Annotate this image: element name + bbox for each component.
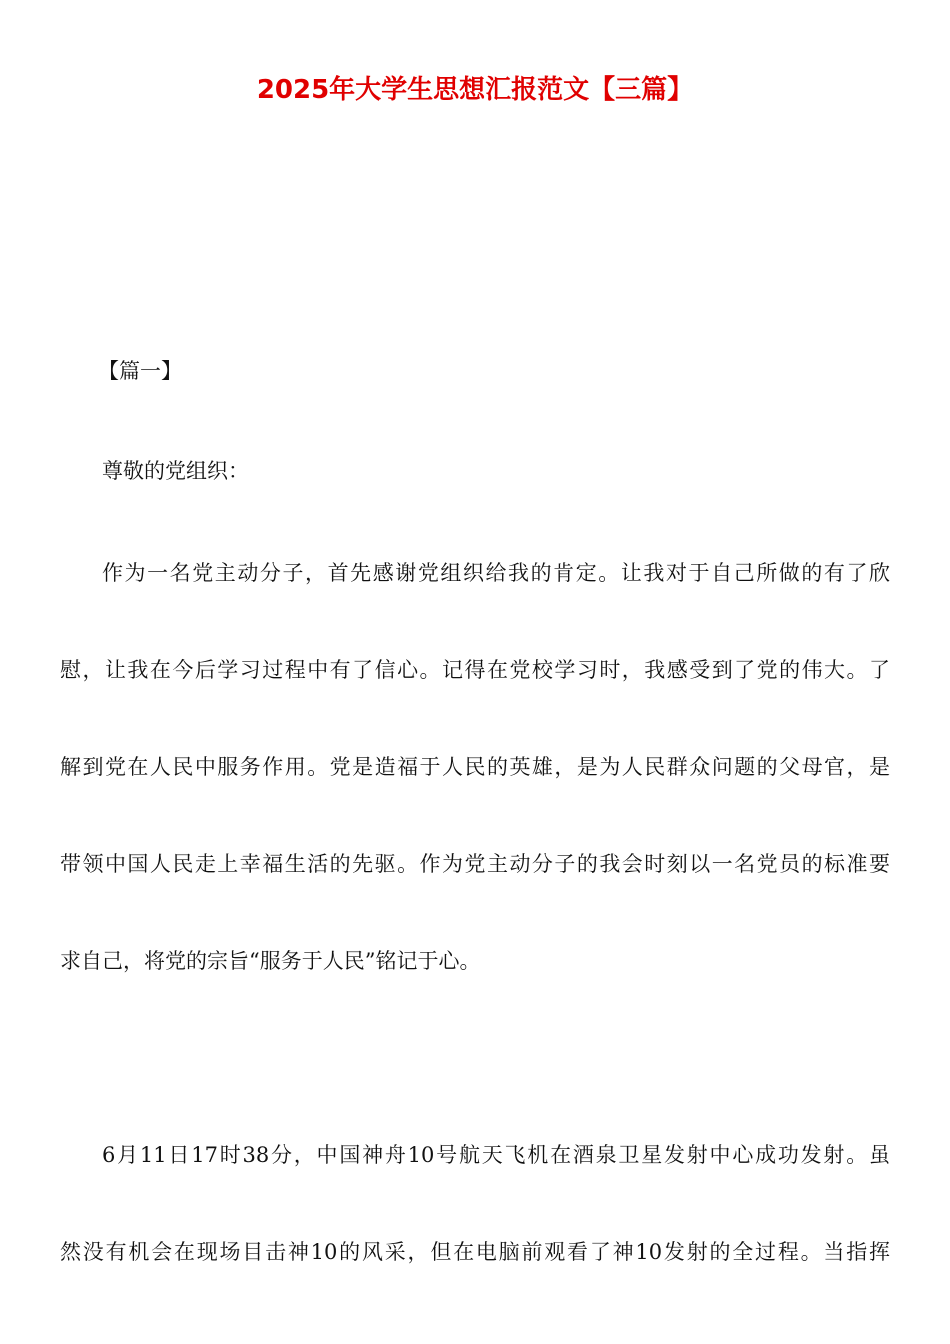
salutation: 尊敬的党组织： [102,459,249,483]
paragraph-line: 6月11日17时38分，中国神舟10号航天飞机在酒泉卫星发射中心成功发射。虽 [102,1143,890,1167]
paragraph-2 [60,1107,890,1301]
document-title: 2025年大学生思想汇报范文【三篇】 [256,75,694,105]
paragraph-line: 然没有机会在现场目击神10的风采，但在电脑前观看了神10发射的全过程。当指挥 [60,1240,890,1264]
section-heading: 【篇一】 [98,359,182,383]
paragraph-1 [60,525,890,1010]
paragraph-line: 解到党在人民中服务作用。党是造福于人民的英雄，是为人民群众问题的父母官，是 [60,755,890,779]
paragraph-line: 求自己，将党的宗旨“服务于人民”铭记于心。 [60,949,481,973]
paragraph-line: 慰，让我在今后学习过程中有了信心。记得在党校学习时，我感受到了党的伟大。了 [60,658,890,682]
paragraph-line: 作为一名党主动分子，首先感谢党组织给我的肯定。让我对于自己所做的有了欣 [102,561,890,585]
paragraph-line: 带领中国人民走上幸福生活的先驱。作为党主动分子的我会时刻以一名党员的标准要 [60,852,890,876]
